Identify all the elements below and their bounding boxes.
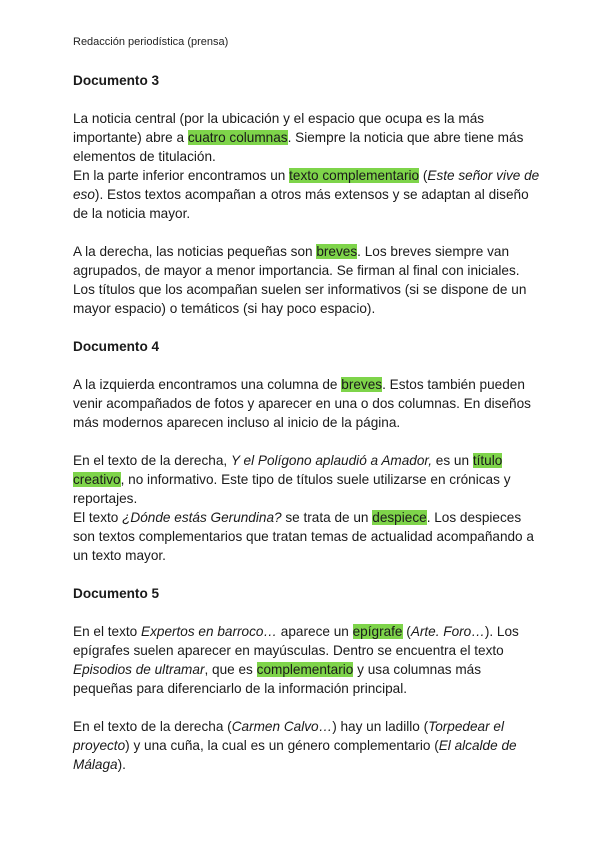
text-run: ). <box>117 757 126 772</box>
highlighted-term: epígrafe <box>352 624 403 639</box>
italic-reference: Y el Polígono aplaudió a Amador, <box>230 453 432 468</box>
text-run: ( <box>419 168 428 183</box>
text-run: se trata de un <box>281 510 373 525</box>
italic-reference: Carmen Calvo… <box>231 719 333 734</box>
text-run: La noticia central (por la ubicación y el espacio que ocupa es la más importante) abre a <box>73 111 485 145</box>
text-run: , no informativo. Este tipo de títulos suele utilizarse en crónicas y reportajes. <box>73 472 511 506</box>
highlighted-term: breves <box>341 377 383 392</box>
italic-reference: ¿Dónde estás Gerundina? <box>122 510 282 525</box>
text-run: , que es <box>204 662 257 677</box>
italic-reference: Expertos en barroco… <box>141 624 278 639</box>
text-run: En el texto <box>73 624 142 639</box>
text-run: . Los breves siempre van agrupados, de mayor a menor importancia. Se firman al final con iniciales. Los títulos que los acompañan suelen ser informativos (si se dispone de un mayor espacio) o temáticos (si hay poco espacio). <box>73 244 527 316</box>
highlighted-term: complementario <box>256 662 354 677</box>
text-run: En el texto de la derecha ( <box>73 719 232 734</box>
italic-reference: El alcalde de Málaga <box>73 738 517 772</box>
paragraph <box>73 717 543 774</box>
text-run: es un <box>432 453 473 468</box>
section-title: Documento 5 <box>73 586 160 601</box>
highlighted-term: título creativo <box>73 453 503 487</box>
text-run: El texto <box>73 510 123 525</box>
highlighted-term: cuatro columnas <box>187 130 288 145</box>
page-header: Redacción periodística (prensa) <box>73 36 229 48</box>
text-run: En el texto de la derecha, <box>73 453 231 468</box>
section-title: Documento 4 <box>73 339 160 354</box>
paragraph <box>73 242 543 318</box>
text-run: . Siempre la noticia que abre tiene más elementos de titulación. <box>73 130 524 164</box>
text-run: ) hay un ladillo ( <box>332 719 429 734</box>
text-run: . Los despieces son textos complementarios que tratan temas de actualidad acompañando a un texto mayor. <box>73 510 534 563</box>
text-run: ). Los epígrafes suelen aparecer en mayúsculas. Dentro se encuentra el texto <box>73 624 519 658</box>
paragraph <box>73 451 543 565</box>
section-documento-4 <box>73 337 543 565</box>
text-run: . Estos también pueden venir acompañados de fotos y aparecer en una o dos columnas. En diseños más modernos aparecen incluso al inicio de la página. <box>73 377 531 430</box>
section-title: Documento 3 <box>73 73 160 88</box>
italic-reference: Arte. Foro… <box>410 624 485 639</box>
text-run: A la izquierda encontramos una columna de <box>73 377 342 392</box>
text-run: ( <box>402 624 411 639</box>
section-documento-5 <box>73 584 543 774</box>
italic-reference: Este señor vive de eso <box>73 168 540 202</box>
text-run: A la derecha, las noticias pequeñas son <box>73 244 317 259</box>
text-run: aparece un <box>277 624 353 639</box>
text-run: ). Estos textos acompañan a otros más extensos y se adaptan al diseño de la noticia mayor. <box>73 187 529 221</box>
paragraph <box>73 109 543 223</box>
text-run: y usa columnas más pequeñas para diferenciarlo de la información principal. <box>73 662 482 696</box>
italic-reference: Episodios de ultramar <box>73 662 205 677</box>
highlighted-term: breves <box>316 244 358 259</box>
highlighted-term: despiece <box>372 510 427 525</box>
italic-reference: Torpedear el proyecto <box>73 719 504 753</box>
text-run: En la parte inferior encontramos un <box>73 168 290 183</box>
paragraph <box>73 622 543 698</box>
highlighted-term: texto complementario <box>289 168 420 183</box>
paragraph <box>73 375 543 432</box>
section-documento-3 <box>73 71 543 318</box>
document-body <box>73 71 543 793</box>
text-run: ) y una cuña, la cual es un género complementario ( <box>125 738 439 753</box>
